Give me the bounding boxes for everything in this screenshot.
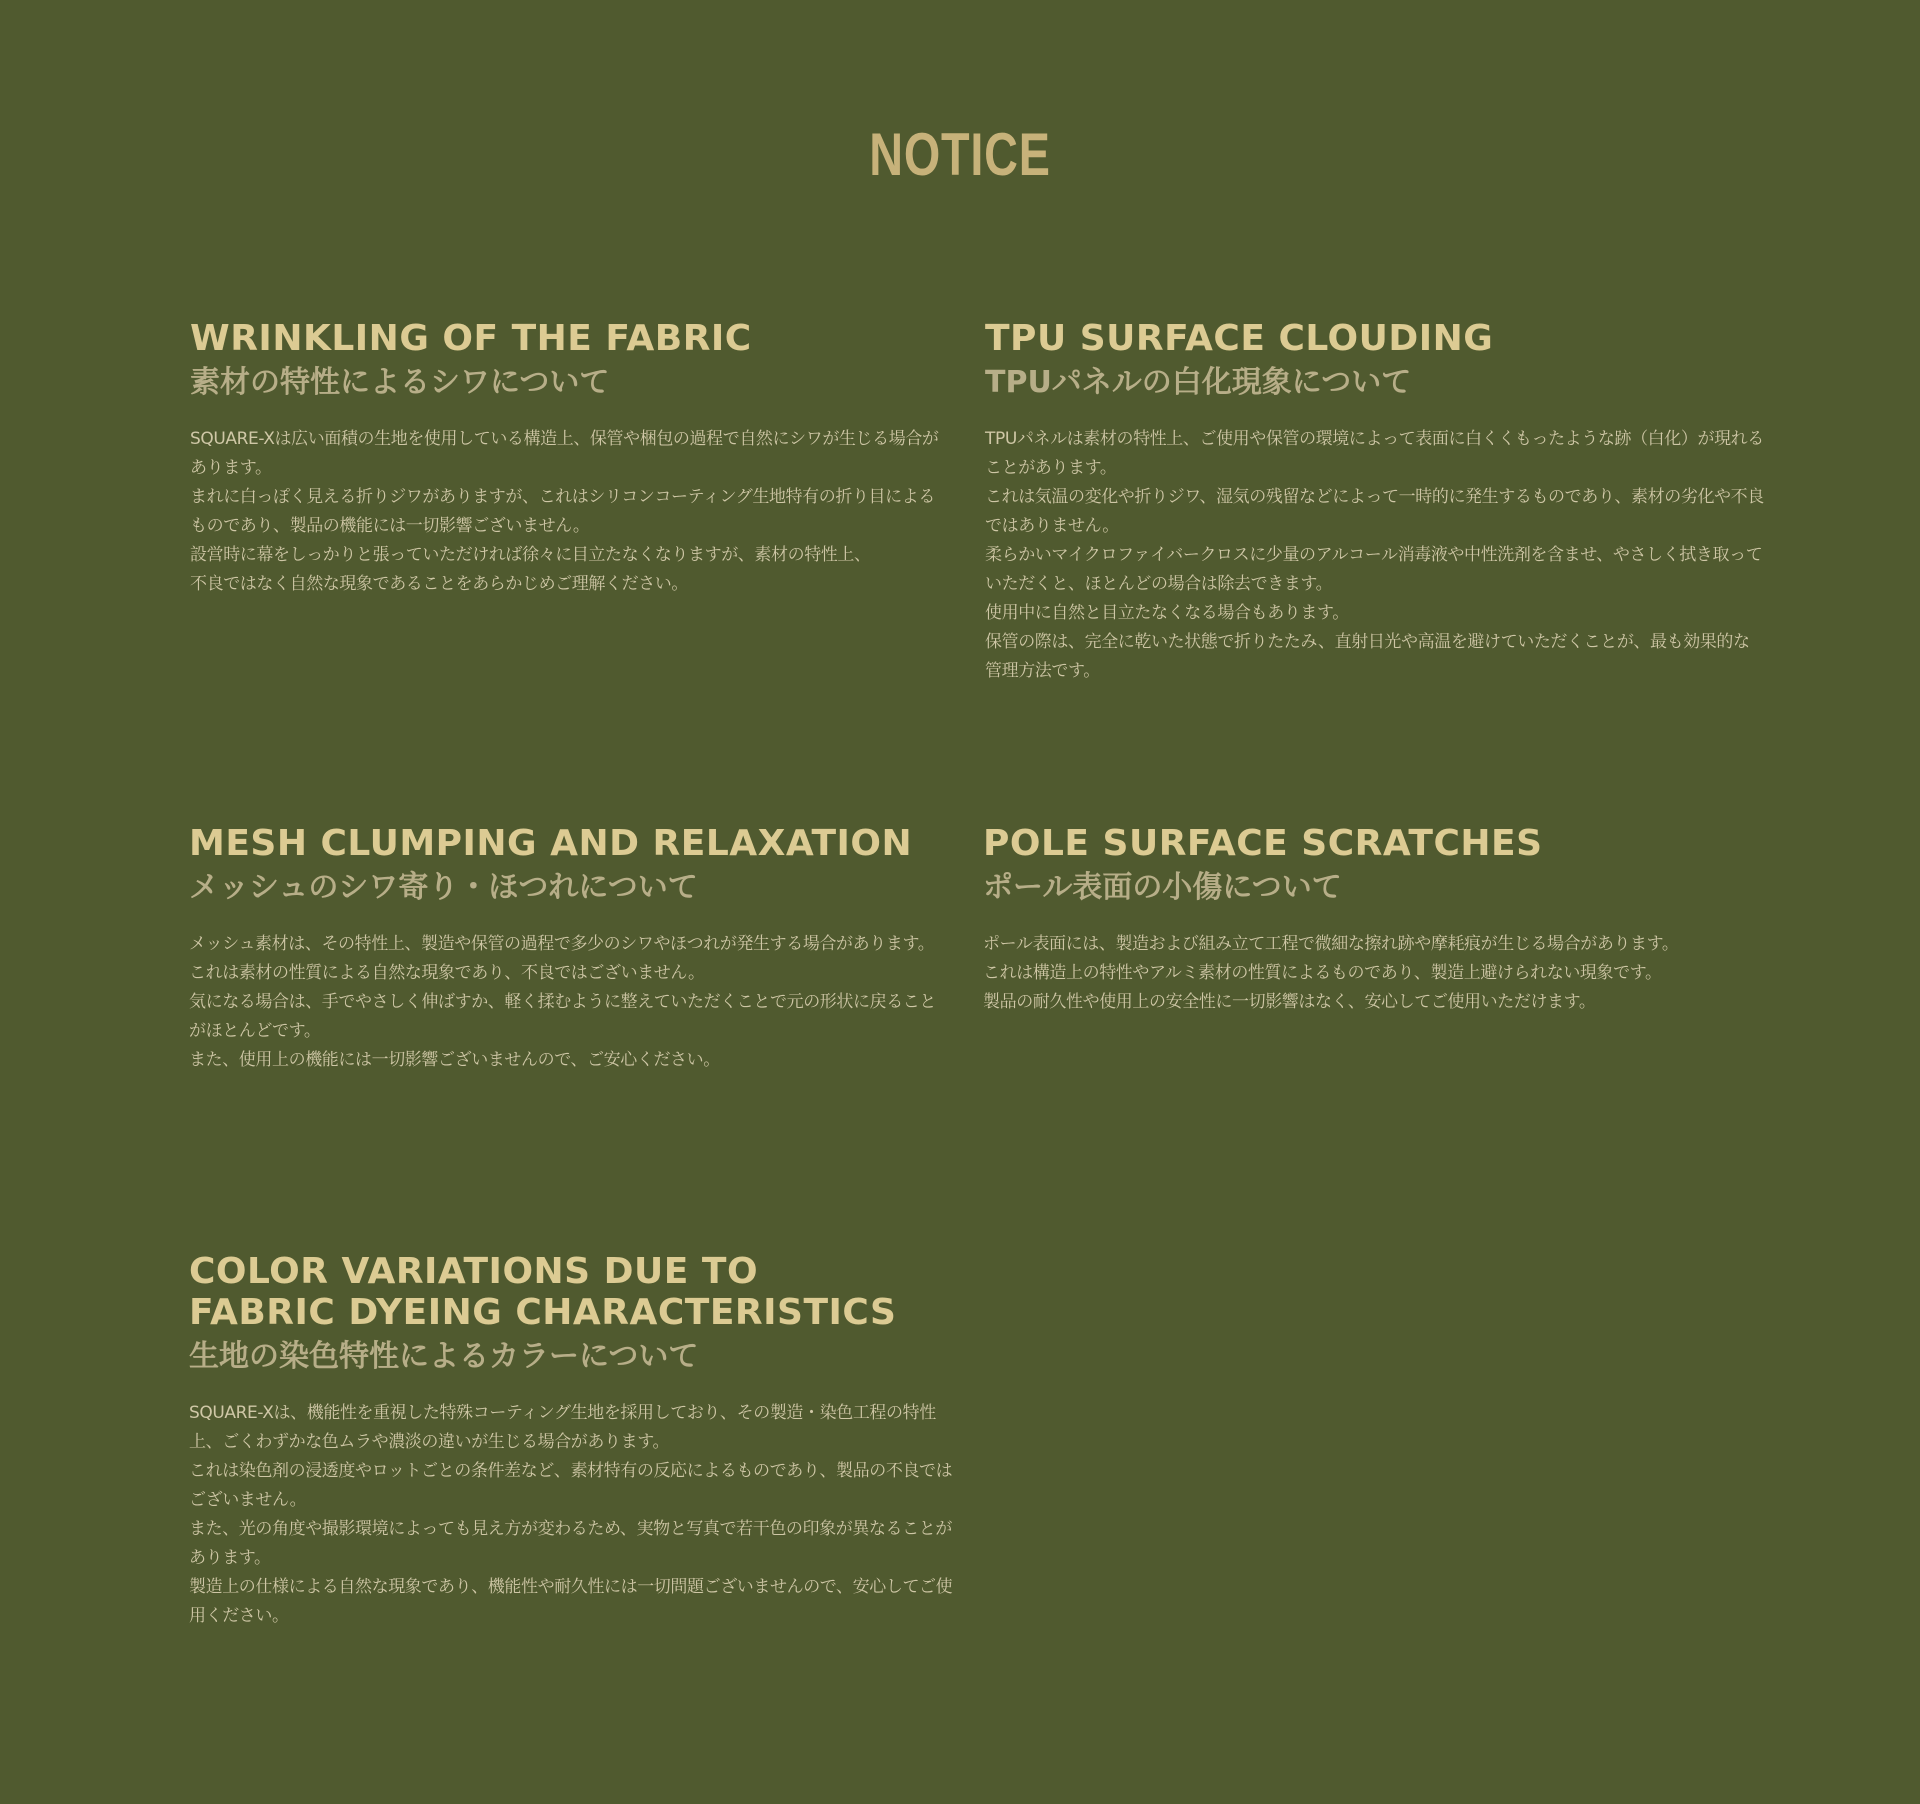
section-heading-en: WRINKLING OF THE FABRIC [190,318,752,359]
section-heading-jp: メッシュのシワ寄り・ほつれについて [189,870,698,905]
section-heading-jp: 生地の染色特性によるカラーについて [189,1339,699,1374]
section-body: TPUパネルは素材の特性上、ご使用や保管の環境によって表面に白くくもったような跡（白化）が現れることがあります。 これは気温の変化や折りジワ、湿気の残留などによって一時的に発生するものであり、素材の劣化や不良ではありません。 柔らかいマイクロファイバークロスに少量のアルコール消毒液や中性洗剤を含ませ、やさしく拭き取っていただくと、ほとんどの場合は除去できます。 使用中に自然と目立たなくなる場合もあります。 保管の際は、完全に乾いた状態で折りたたみ、直射日光や高温を避けていただくことが、最も効果的な管理方法です。 [985,429,1764,681]
section-body: SQUARE-Xは、機能性を重視した特殊コーティング生地を採用しており、その製造・染色工程の特性上、ごくわずかな色ムラや濃淡の違いが生じる場合があります。 これは染色剤の浸透度やロットごとの条件差など、素材特有の反応によるものであり、製品の不良ではございません。 また、光の角度や撮影環境によっても見え方が変わるため、実物と写真で若干色の印象が異なることがあります。 製造上の仕様による自然な現象であり、機能性や耐久性には一切問題ございませんので、安心してご使用ください。 [189,1403,953,1626]
section-heading-en: TPU SURFACE CLOUDING [985,318,1494,359]
section-mesh-clumping [189,823,949,1075]
section-body: ポール表面には、製造および組み立て工程で微細な擦れ跡や摩耗痕が生じる場合があります。 これは構造上の特性やアルミ素材の性質によるものであり、製造上避けられない現象です。 製品の耐久性や使用上の安全性に一切影響はなく、安心してご使用いただけます。 [983,934,1679,1012]
section-heading-en: COLOR VARIATIONS DUE TO FABRIC DYEING CHARACTERISTICS [189,1251,897,1333]
section-wrinkling [190,318,950,599]
page-title: NOTICE [869,121,1051,188]
section-pole-scratches [983,823,1743,1017]
section-heading-jp: TPUパネルの白化現象について [985,365,1412,400]
section-heading-en: POLE SURFACE SCRATCHES [983,823,1543,864]
section-body: メッシュ素材は、その特性上、製造や保管の過程で多少のシワやほつれが発生する場合があります。 これは素材の性質による自然な現象であり、不良ではございません。 気になる場合は、手でやさしく伸ばすか、軽く揉むように整えていただくことで元の形状に戻ることがほとんどです。 また、使用上の機能には一切影響ございませんので、ご安心ください。 [189,934,936,1070]
section-heading-jp: 素材の特性によるシワについて [190,365,610,400]
section-tpu-clouding [985,318,1764,686]
section-body: SQUARE-Xは広い面積の生地を使用している構造上、保管や梱包の過程で自然にシワが生じる場合があります。 まれに白っぽく見える折りジワがありますが、これはシリコンコーティング生地特有の折り目によるものであり、製品の機能には一切影響ございません。 設営時に幕をしっかりと張っていただければ徐々に目立たなくなりますが、素材の特性上、 不良ではなく自然な現象であることをあらかじめご理解ください。 [190,429,939,594]
section-color-variations [189,1251,953,1631]
section-heading-en: MESH CLUMPING AND RELAXATION [189,823,913,864]
section-heading-jp: ポール表面の小傷について [983,870,1342,905]
